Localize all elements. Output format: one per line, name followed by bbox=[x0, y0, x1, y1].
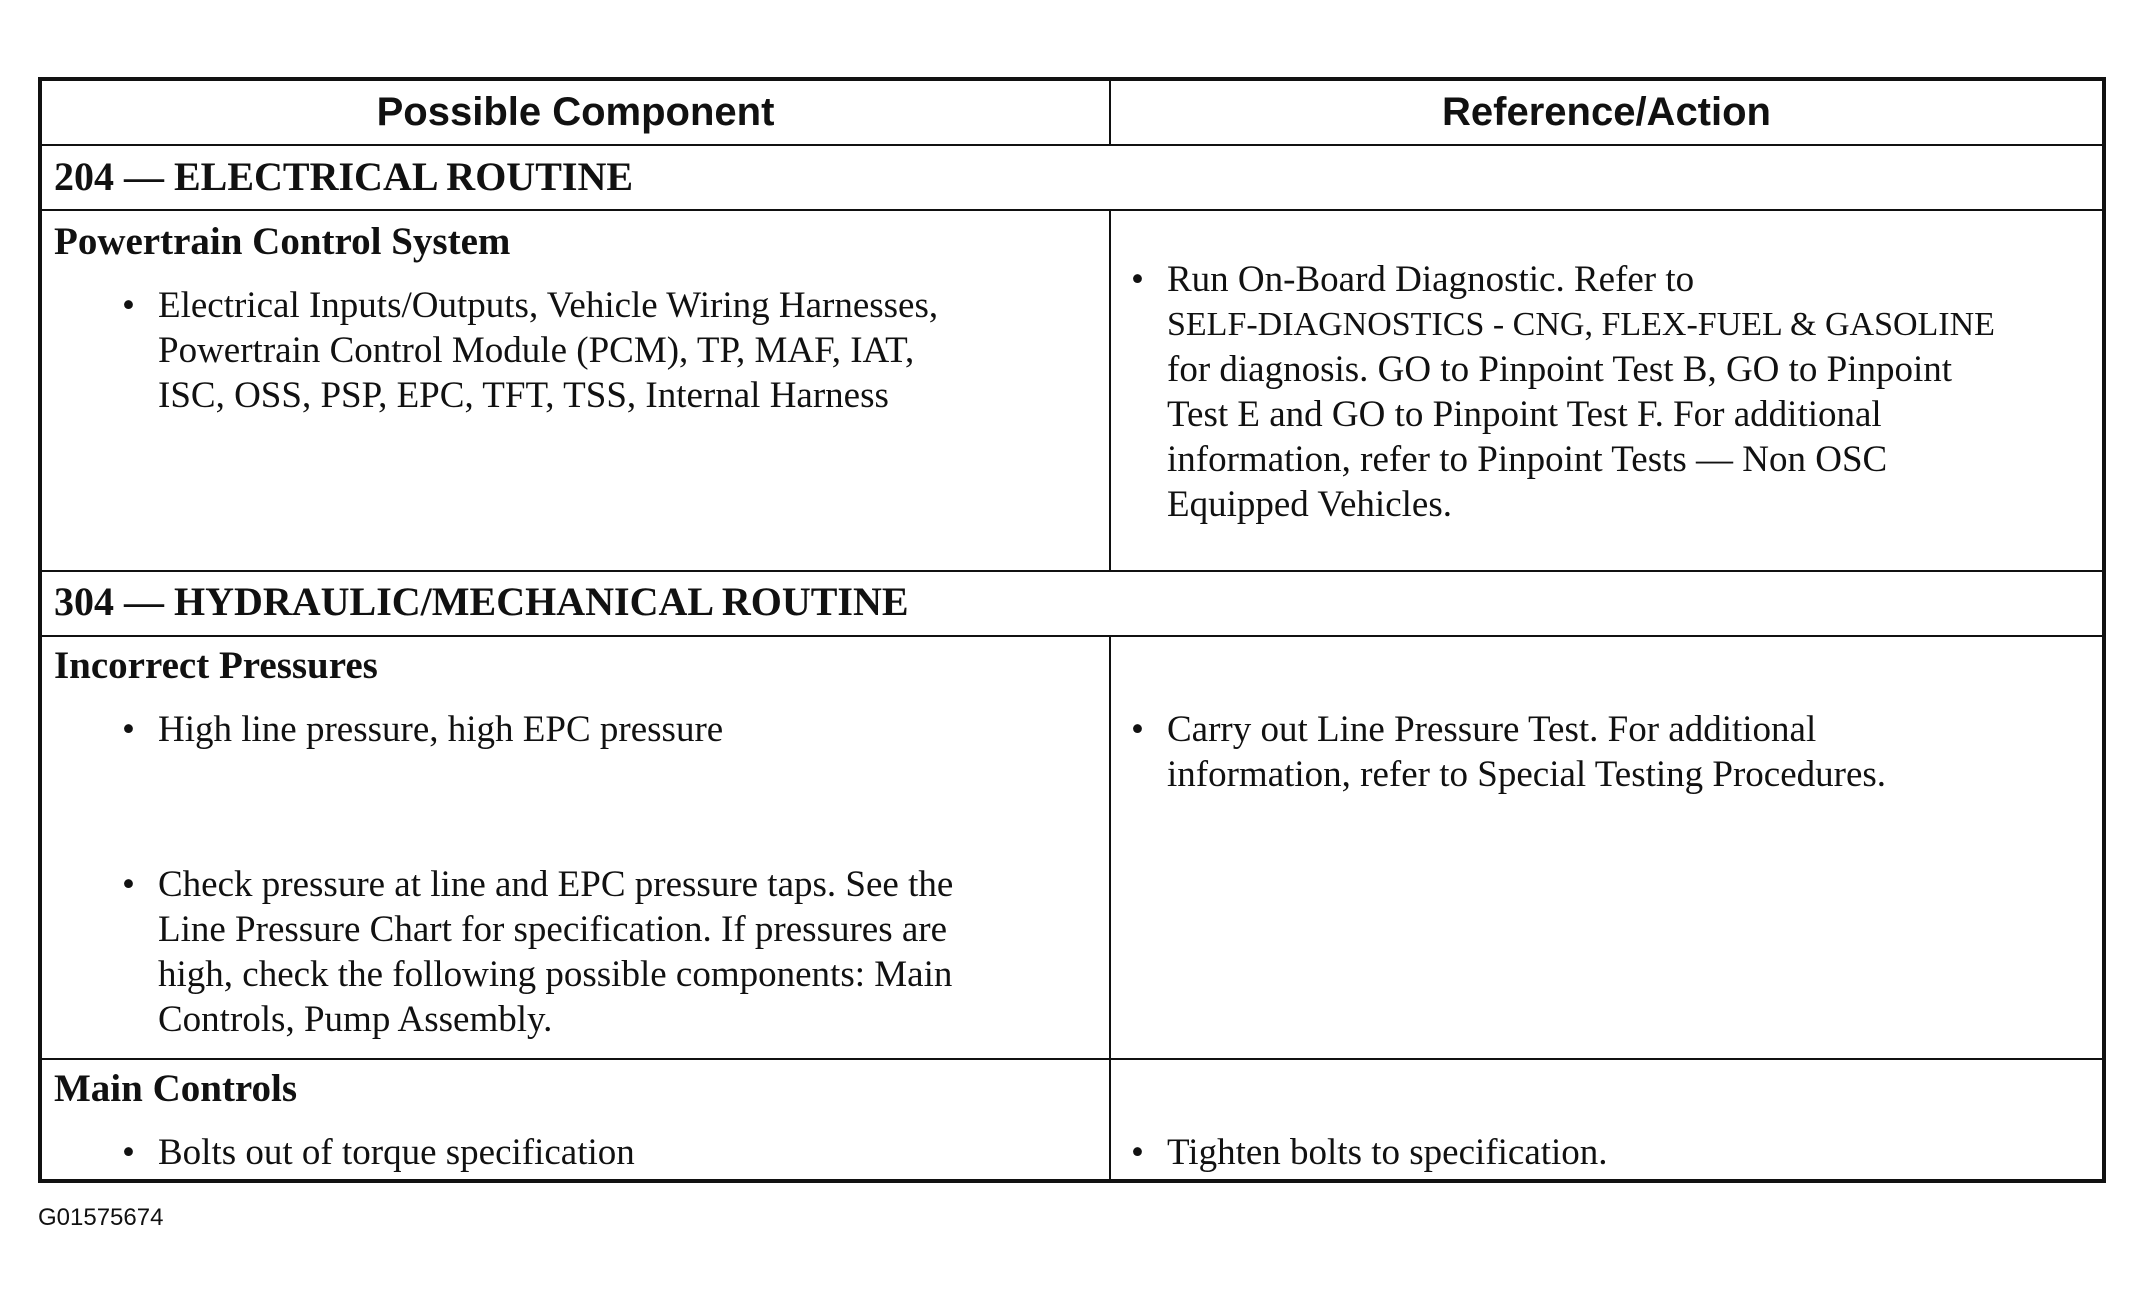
bullet-icon: • bbox=[1131, 709, 1144, 750]
section-rule bbox=[42, 635, 2102, 637]
component-bullet-bolts-torque: • Bolts out of torque specification bbox=[122, 1132, 635, 1173]
component-bullet-electrical-inputs: • Electrical Inputs/Outputs, Vehicle Wiring Harnesses, Powertrain Control Module (PCM), TP, MAF, IAT, ISC, OSS, PSP, EPC, TFT, TSS, Internal Harness bbox=[122, 285, 939, 416]
column-divider bbox=[1109, 637, 1111, 1183]
diagnostic-table bbox=[38, 77, 2106, 1183]
section-rule bbox=[42, 209, 2102, 211]
component-bullet-high-line-pressure: • High line pressure, high EPC pressure bbox=[122, 709, 724, 750]
bullet-icon: • bbox=[122, 709, 135, 750]
row-rule bbox=[42, 1058, 2102, 1060]
column-divider bbox=[1109, 211, 1111, 570]
section-title-electrical: 204 — ELECTRICAL ROUTINE bbox=[54, 154, 634, 199]
section-title-hydraulic: 304 — HYDRAULIC/MECHANICAL ROUTINE bbox=[54, 579, 909, 624]
action-bullet-run-diagnostic: • Run On-Board Diagnostic. Refer to SELF-DIAGNOSTICS - CNG, FLEX-FUEL & GASOLINE for diagnosis. GO to Pinpoint Test B, GO to Pinpoint Test E and GO to Pinpoint Test F. For additional information, refer to Pinpoint Tests — Non OSC Equipped Vehicles. bbox=[1131, 259, 1995, 525]
column-header-action: Reference/Action bbox=[1442, 90, 1771, 134]
action-bullet-tighten-bolts: • Tighten bolts to specification. bbox=[1131, 1132, 1608, 1173]
component-bullet-check-pressure: • Check pressure at line and EPC pressure taps. See the Line Pressure Chart for specification. If pressures are high, check the following possible components: Main Controls, Pump Assembly. bbox=[122, 864, 954, 1040]
bullet-icon: • bbox=[122, 285, 135, 326]
column-header-component: Possible Component bbox=[376, 90, 775, 134]
row-heading-main-controls: Main Controls bbox=[54, 1067, 298, 1110]
bullet-icon: • bbox=[122, 864, 135, 905]
header-rule bbox=[42, 144, 2102, 146]
bullet-icon: • bbox=[1131, 259, 1144, 300]
bullet-icon: • bbox=[122, 1132, 135, 1173]
bullet-icon: • bbox=[1131, 1132, 1144, 1173]
action-bullet-line-pressure-test: • Carry out Line Pressure Test. For additional information, refer to Special Testing Procedures. bbox=[1131, 709, 1887, 795]
row-heading-incorrect-pressures: Incorrect Pressures bbox=[54, 644, 378, 687]
section-rule bbox=[42, 570, 2102, 572]
row-heading-powertrain: Powertrain Control System bbox=[54, 220, 511, 263]
figure-id: G01575674 bbox=[38, 1204, 164, 1231]
